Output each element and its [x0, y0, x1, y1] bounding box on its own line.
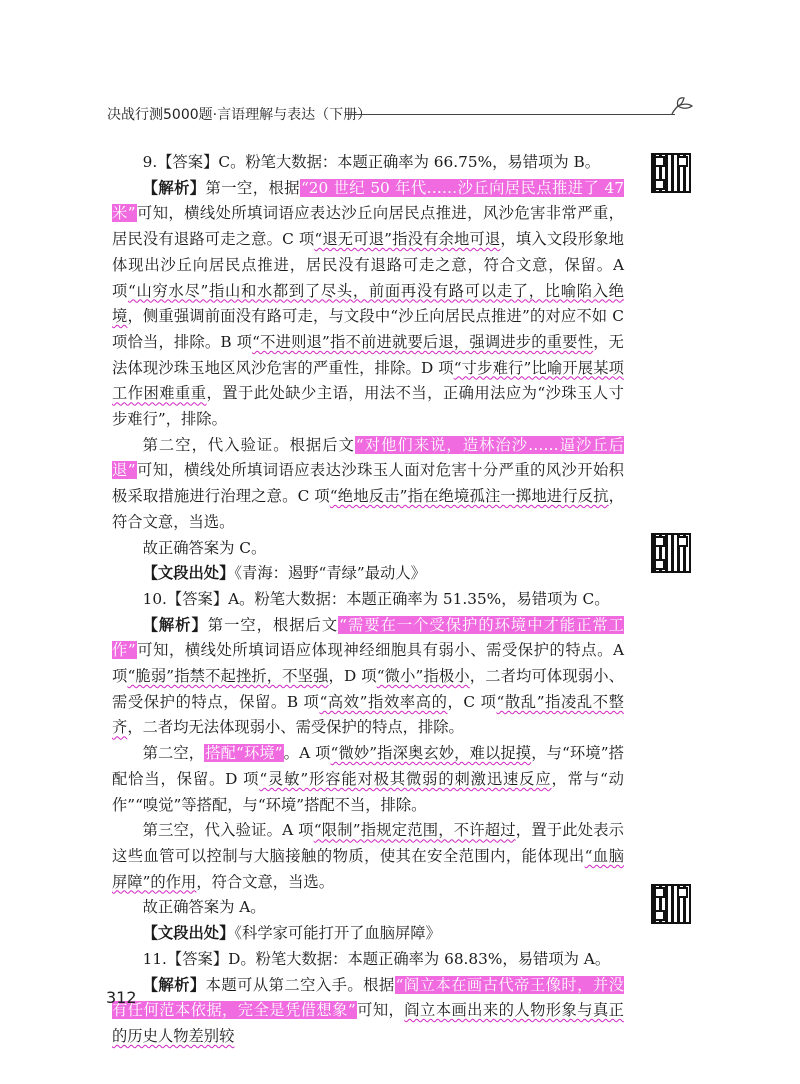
- q11-analysis-para1: 【解析】本题可从第二空入手。根据“阎立本在画古代帝王像时，并没有任何范本依据，完全是凭借想象”可知，阎立本画出来的人物形象与真正的历史人物差别较: [112, 975, 624, 1045]
- answer-content: [112, 150, 624, 1050]
- highlight: 搭配“环境”: [205, 744, 283, 763]
- wavy-underline: 阎立本画出来的人物形象与真正的历史人物差别较: [112, 1001, 624, 1045]
- q9-analysis-para2: 第二空，代入验证。根据后文“对他们来说，造林治沙……逼沙丘后退”可知，横线处所填词语应表达沙珠玉人面对危害十分严重的风沙开始积极采取措施进行治理之意。C 项“绝地反击”指在绝境孤注一掷地进行反抗，符合文意，当选。: [112, 435, 624, 531]
- analysis-label: 【解析】: [142, 178, 206, 197]
- q10-source: 【文段出处】《科学家可能打开了血脑屏障》: [142, 924, 441, 943]
- wavy-underline: “微妙”指深奥玄妙，难以捉摸: [330, 744, 532, 763]
- wavy-underline: “脆弱”指禁不起挫折，不坚强: [127, 667, 329, 686]
- source-label: 【文段出处】: [142, 924, 235, 943]
- wavy-underline: “山穷水尽”指山和水都到了尽头，前面再没有路可以走了，比喻陷入绝境: [112, 281, 624, 326]
- running-header: 决战行测5000题·言语理解与表达（下册）: [107, 107, 372, 123]
- wavy-underline: “高效”指效率高的: [319, 692, 448, 711]
- q10-analysis-para3: 第三空，代入验证。A 项“限制”指规定范围，不许超过，置于此处表示这些血管可以控制与大脑接触的物质，使其在安全范围内，能体现出“血脑屏障”的作用，符合文意，当选。: [112, 821, 624, 891]
- q9-analysis-para1: 【解析】第一空，根据“20 世纪 50 年代……沙丘向居民点推进了 47 米”可知，横线处所填词语应表达沙丘向居民点推进，风沙危害非常严重，居民没有退路可走之意。C 项“退无可退”指没有余地可退，填入文段形象地体现出沙丘向居民点推进，居民没有退路可走之意，符合文意，保留。A 项“山穷水尽”指山和水都到了尽头，前面再没有路可以走了，比喻陷入绝境，侧重强调前面没有路可走，与文段中“沙丘向居民点推进”的对应不如 C 项恰当，排除。B 项“不进则退”指不前进就要后退，强调进步的重要性，无法体现沙珠玉地区风沙危害的严重性，排除。D 项“寸步难行”比喻开展某项工作困难重重，置于此处缺少主语，用法不当，正确用法应为“沙珠玉人寸步难行”，排除。: [112, 178, 624, 429]
- qr-code-q10[interactable]: [651, 533, 691, 573]
- wavy-underline: “散乱”指凌乱不整齐: [112, 692, 624, 737]
- q9-conclusion: 故正确答案为 C。: [142, 538, 267, 557]
- wavy-underline: “不进则退”指不前进就要后退，强调进步的重要性: [252, 332, 594, 351]
- q10-conclusion: 故正确答案为 A。: [142, 898, 266, 917]
- analysis-label: 【解析】: [142, 615, 208, 634]
- highlight: “对他们来说，造林治沙……逼沙丘后退”: [112, 435, 624, 480]
- wavy-underline: “微小”指极小: [376, 667, 470, 686]
- q9-answer-line: 9.【答案】C。粉笔大数据：本题正确率为 66.75%，易错项为 B。: [142, 153, 601, 171]
- page-number: 312: [106, 988, 137, 1007]
- highlight: “需要在一个受保护的环境中才能正常工作”: [112, 615, 624, 660]
- sprout-icon: [668, 94, 696, 118]
- wavy-underline: “血脑屏障”的作用: [112, 846, 624, 891]
- wavy-underline: “寸步难行”比喻开展某项工作困难重重: [112, 358, 624, 403]
- analysis-label: 【解析】: [142, 975, 206, 994]
- q10-analysis-para1: 【解析】第一空，根据后文“需要在一个受保护的环境中才能正常工作”可知，横线处所填词语应体现神经细胞具有弱小、需受保护的特点。A 项“脆弱”指禁不起挫折，不坚强，D 项“微小”指极小，二者均可体现弱小、需受保护的特点，保留。B 项“高效”指效率高的，C 项“散乱”指凌乱不整齐，二者均无法体现弱小、需受保护的特点，排除。: [112, 615, 624, 737]
- source-label: 【文段出处】: [142, 564, 235, 583]
- wavy-underline: “灵敏”形容能对极其微弱的刺激迅速反应: [259, 769, 552, 788]
- q11-answer-line: 11.【答案】D。粉笔大数据：本题正确率为 68.83%，易错项为 A。: [142, 949, 611, 968]
- q9-source: 【文段出处】《青海：遏野“青绿”最动人》: [142, 564, 426, 583]
- wavy-underline: “绝地反击”指在绝境孤注一掷地进行反抗: [329, 487, 609, 506]
- wavy-underline: “限制”指规定范围，不许超过: [313, 821, 516, 840]
- wavy-underline: “退无可退”指没有余地可退: [314, 230, 501, 249]
- highlight: “20 世纪 50 年代……沙丘向居民点推进了 47 米”: [112, 178, 624, 223]
- highlight: “阎立本在画古代帝王像时，并没有任何范本依据，完全是凭借想象”: [112, 975, 624, 1020]
- header-rule: [345, 114, 675, 115]
- qr-code-q11[interactable]: [651, 884, 691, 924]
- qr-code-q9[interactable]: [651, 153, 691, 193]
- q10-analysis-para2: 第二空，搭配“环境”。A 项“微妙”指深奥玄妙，难以捉摸，与“环境”搭配恰当，保留。D 项“灵敏”形容能对极其微弱的刺激迅速反应，常与“动作”“嗅觉”等搭配，与“环境”搭配不当，排除。: [112, 744, 624, 814]
- q10-answer-line: 10.【答案】A。粉笔大数据：本题正确率为 51.35%，易错项为 C。: [142, 589, 610, 608]
